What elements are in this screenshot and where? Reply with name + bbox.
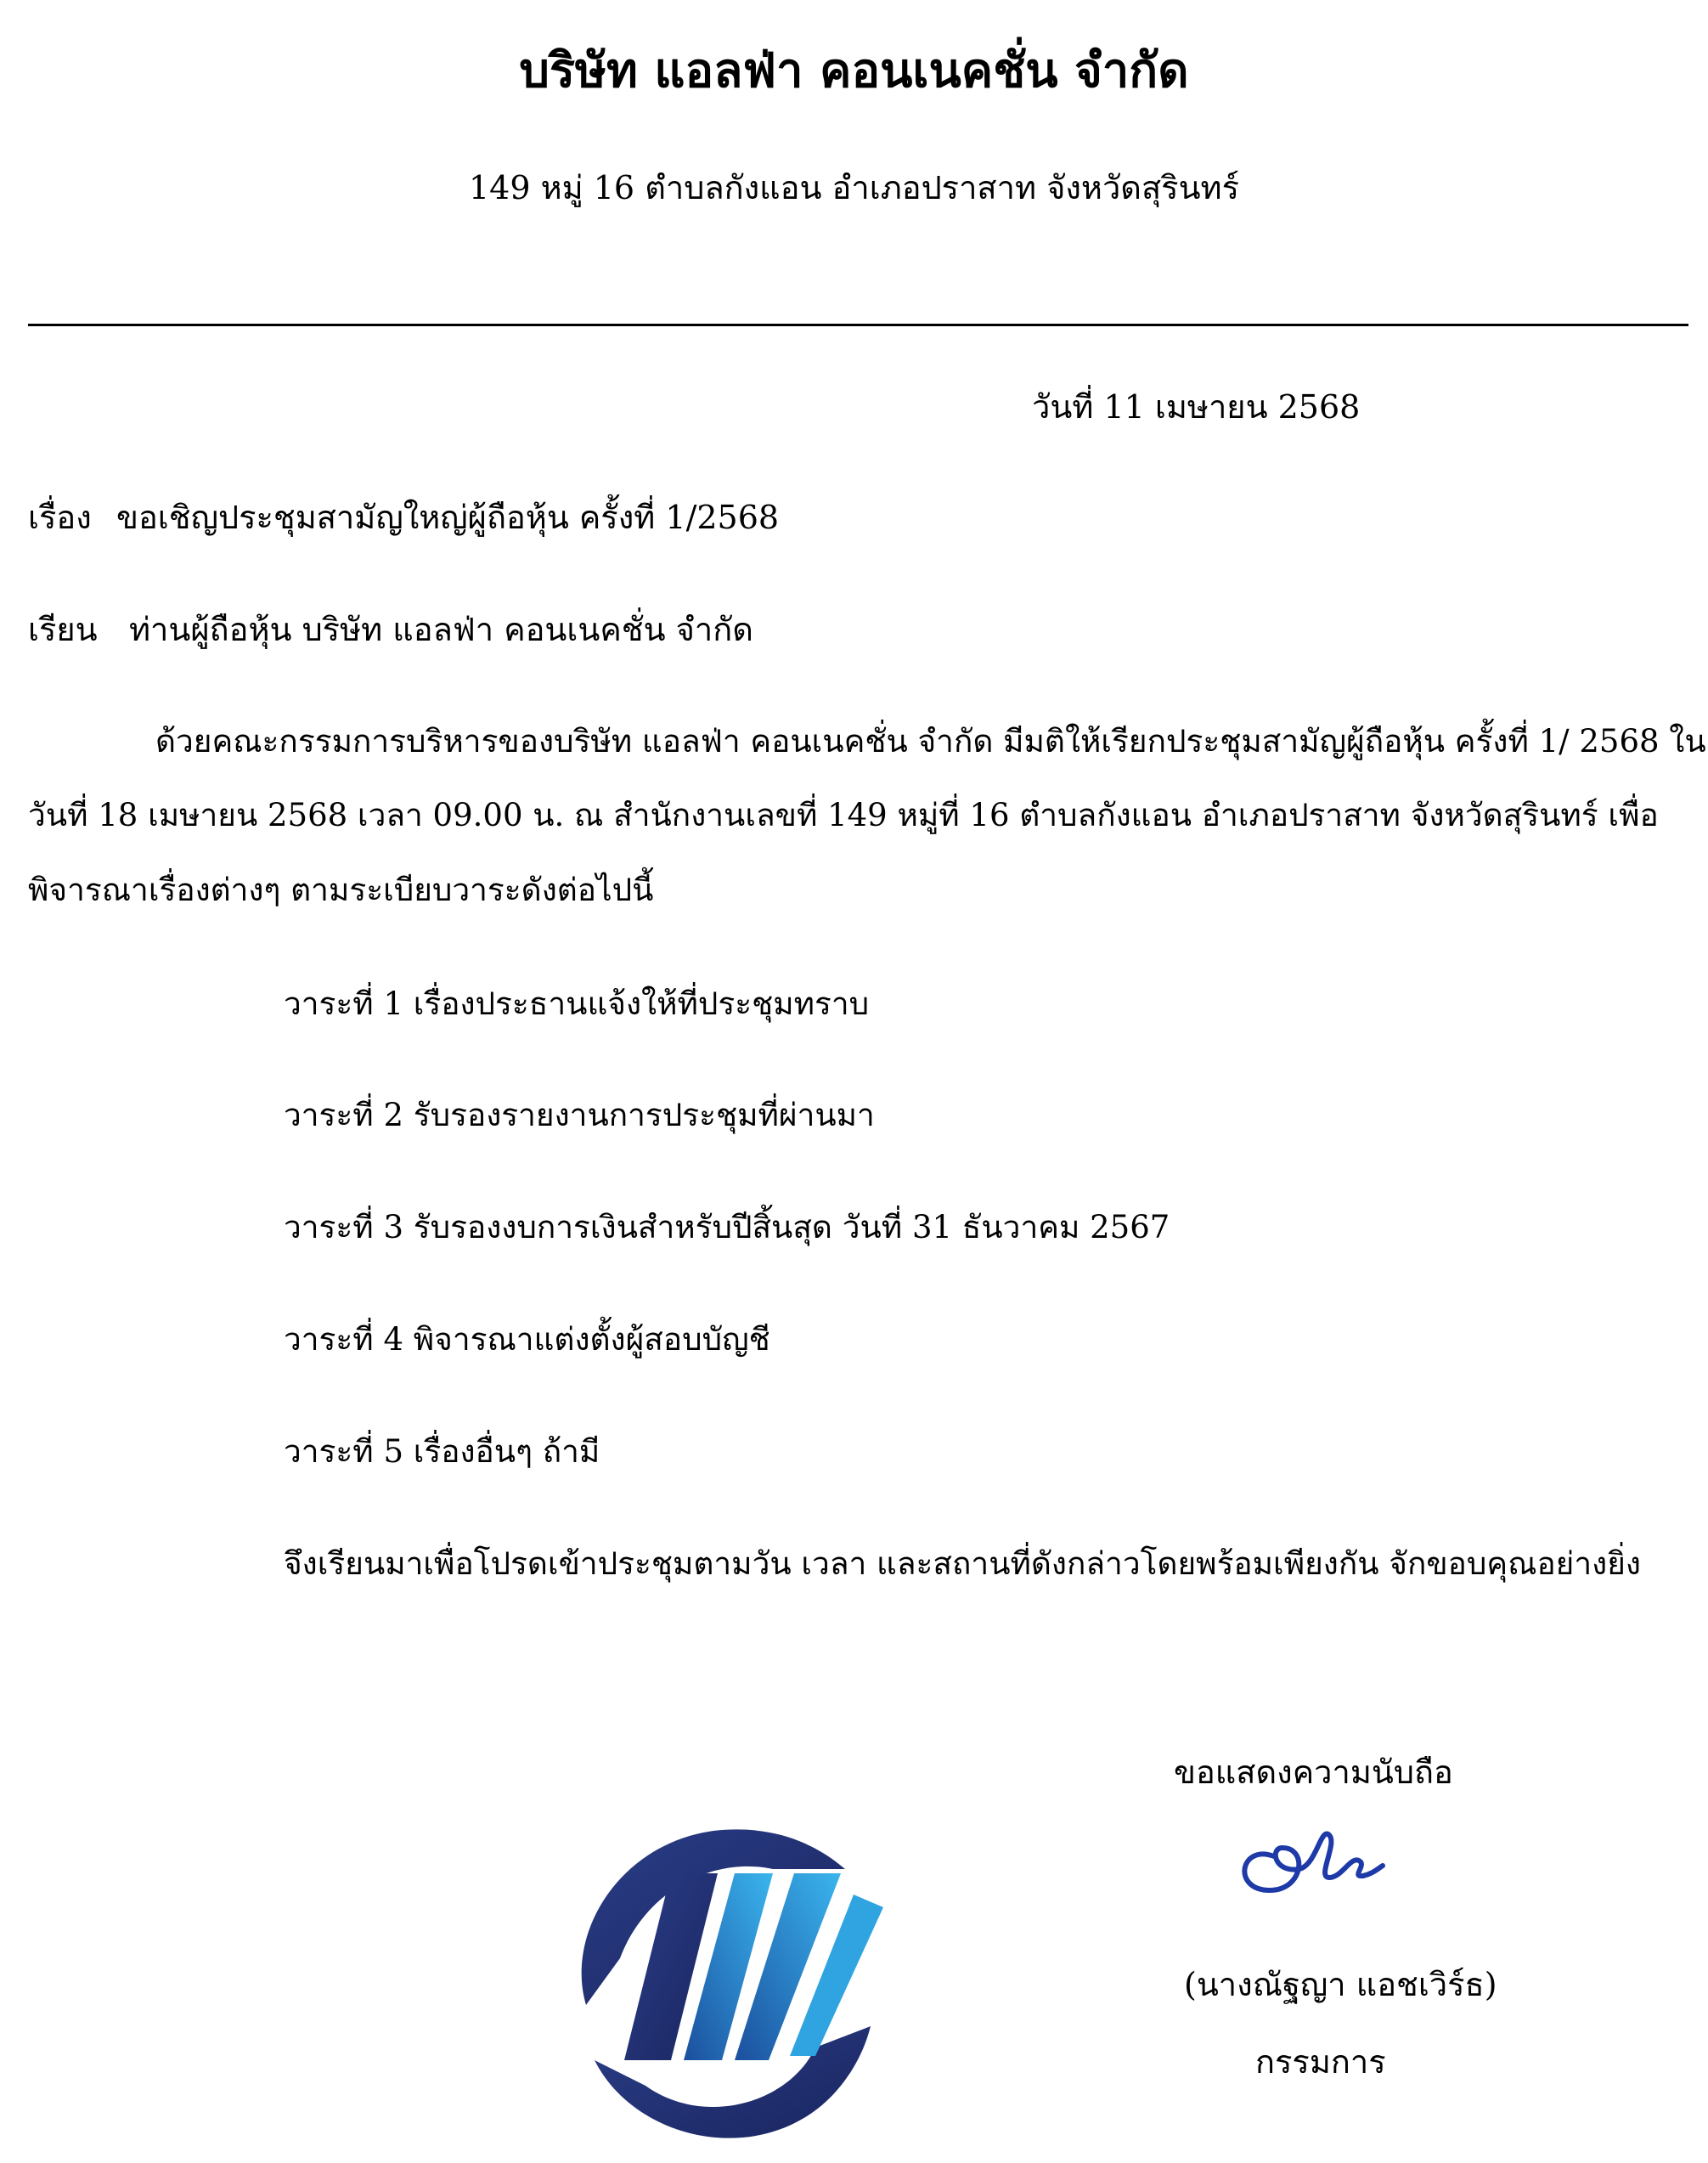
- letter-date: วันที่ 11 เมษายน 2568: [1032, 388, 1361, 426]
- company-name: บริษัท แอลฟ่า คอนเนคชั่น จำกัด: [519, 42, 1189, 99]
- header-divider: [28, 324, 1688, 326]
- regards-text: ขอแสดงความนับถือ: [1174, 1754, 1453, 1791]
- agenda-item: วาระที่ 1 เรื่องประธานแจ้งให้ที่ประชุมทราบ: [284, 985, 870, 1022]
- agenda-item: วาระที่ 3 รับรองงบการเงินสำหรับปีสิ้นสุด วันที่ 31 ธันวาคม 2567: [284, 1209, 1170, 1245]
- closing-text: จึงเรียนมาเพื่อโปรดเข้าประชุมตามวัน เวลา และสถานที่ดังกล่าวโดยพร้อมเพียงกัน จักขอบคุณอย่างยิ่ง: [284, 1545, 1641, 1582]
- body-paragraph-line: วันที่ 18 เมษายน 2568 เวลา 09.00 น. ณ สำนักงานเลขที่ 149 หมู่ที่ 16 ตำบลกังแอน อำเภอปราสาท จังหวัดสุรินทร์ เพื่อ: [28, 797, 1659, 833]
- body-paragraph-line: พิจารณาเรื่องต่างๆ ตามระเบียบวาระดังต่อไปนี้: [28, 872, 654, 908]
- agenda-item: วาระที่ 5 เรื่องอื่นๆ ถ้ามี: [284, 1433, 600, 1470]
- agenda-item: วาระที่ 2 รับรองรายงานการประชุมที่ผ่านมา: [284, 1097, 875, 1133]
- salutation-label: เรียน: [28, 611, 98, 648]
- signer-title: กรรมการ: [1255, 2043, 1386, 2081]
- company-address: 149 หมู่ 16 ตำบลกังแอน อำเภอปราสาท จังหวัดสุรินทร์: [468, 169, 1240, 206]
- subject-text: ขอเชิญประชุมสามัญใหญ่ผู้ถือหุ้น ครั้งที่ 1/2568: [116, 499, 780, 536]
- signature-icon: [1223, 1810, 1393, 1912]
- signer-name: (นางณัฐญา แอชเวิร์ธ): [1184, 1966, 1497, 2003]
- body-paragraph-line: ด้วยคณะกรรมการบริหารของบริษัท แอลฟ่า คอนเนคชั่น จำกัด มีมติให้เรียกประชุมสามัญผู้ถือหุ้น ครั้งที่ 1/ 2568 ใน: [155, 723, 1706, 760]
- agenda-item: วาระที่ 4 พิจารณาแต่งตั้งผู้สอบบัญชี: [284, 1321, 770, 1358]
- salutation-text: ท่านผู้ถือหุ้น บริษัท แอลฟ่า คอนเนคชั่น จำกัด: [129, 611, 753, 648]
- subject-label: เรื่อง: [28, 499, 92, 536]
- company-logo-icon: [561, 1805, 892, 2154]
